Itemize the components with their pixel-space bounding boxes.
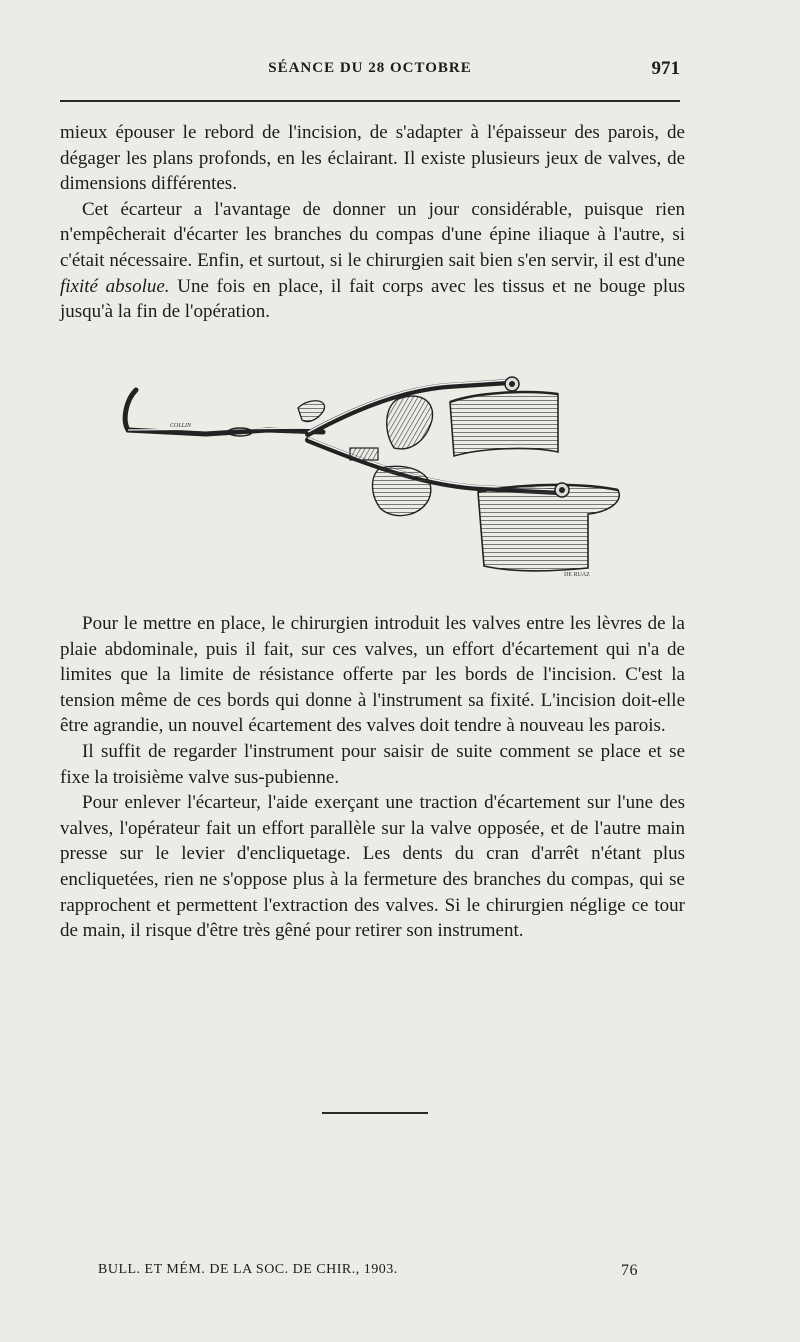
page-footer <box>98 1262 638 1284</box>
text-block-bottom <box>60 611 685 944</box>
text-block-top <box>60 120 685 325</box>
paragraph-advantages <box>60 197 685 325</box>
artist-signature: DE RUAZ <box>564 572 590 578</box>
signature-mark: 76 <box>621 1262 638 1279</box>
paragraph-third-valve: Il suffit de regarder l'instrument pour saisir de suite comment se place et se fixe la troisième valve sus-pubienne. <box>60 740 685 788</box>
emphasis-fixite: fixité absolue. <box>60 275 170 297</box>
maker-mark: COLLIN <box>170 423 192 429</box>
paragraph-continuation: mieux épouser le rebord de l'incision, de s'adapter à l'épaisseur des parois, de dégager les plans profonds, en les éclairant. Il existe plusieurs jeux de valves, de dimensions différentes. <box>60 122 685 195</box>
paragraph-placement: Pour le mettre en place, le chirurgien introduit les valves entre les lèvres de la plaie abdominale, puis il fait, sur ces valves, un effort d'écartement qui n'a de limites que la limite de résistance offerte par les bords de l'incision. C'est la tension même de ces bords qui donne à l'instrument sa fixité. L'incision doit-elle être agrandie, un nouvel écartement des valves doit tendre à nouveau les parois. <box>60 613 685 737</box>
retractor-figure <box>118 372 638 584</box>
running-title: SÉANCE DU 28 OCTOBRE <box>268 60 472 76</box>
running-head <box>60 60 680 86</box>
journal-citation: BULL. ET MÉM. DE LA SOC. DE CHIR., 1903. <box>98 1262 398 1277</box>
header-rule <box>60 100 680 102</box>
retractor-illustration <box>118 372 638 584</box>
footer-rule <box>322 1112 428 1114</box>
paragraph-advantages-end: Une fois en place, il fait corps avec les tissus et ne bouge plus jusqu'à la fin de l'opération. <box>60 275 685 323</box>
page-number: 971 <box>651 58 680 79</box>
paragraph-advantages-text: Cet écarteur a l'avantage de donner un jour considérable, puisque rien n'empêcherait d'écarter les branches du compas d'une épine iliaque à l'autre, si c'était nécessaire. Enfin, et surtout, si le chirurgien sait bien s'en servir, il est d'une <box>60 198 685 271</box>
paragraph-removal: Pour enlever l'écarteur, l'aide exerçant une traction d'écartement sur l'une des valves, l'opérateur fait un effort parallèle sur la valve opposée, et de l'autre main presse sur le levier d'encliquetage. Les dents du cran d'arrêt n'étant plus encliquetées, rien ne s'oppose plus à la fermeture des branches du compas, qui se rapprochent et permettent l'extraction des valves. Si le chirurgien néglige ce tour de main, il risque d'être très gêné pour retirer son instrument. <box>60 792 685 942</box>
